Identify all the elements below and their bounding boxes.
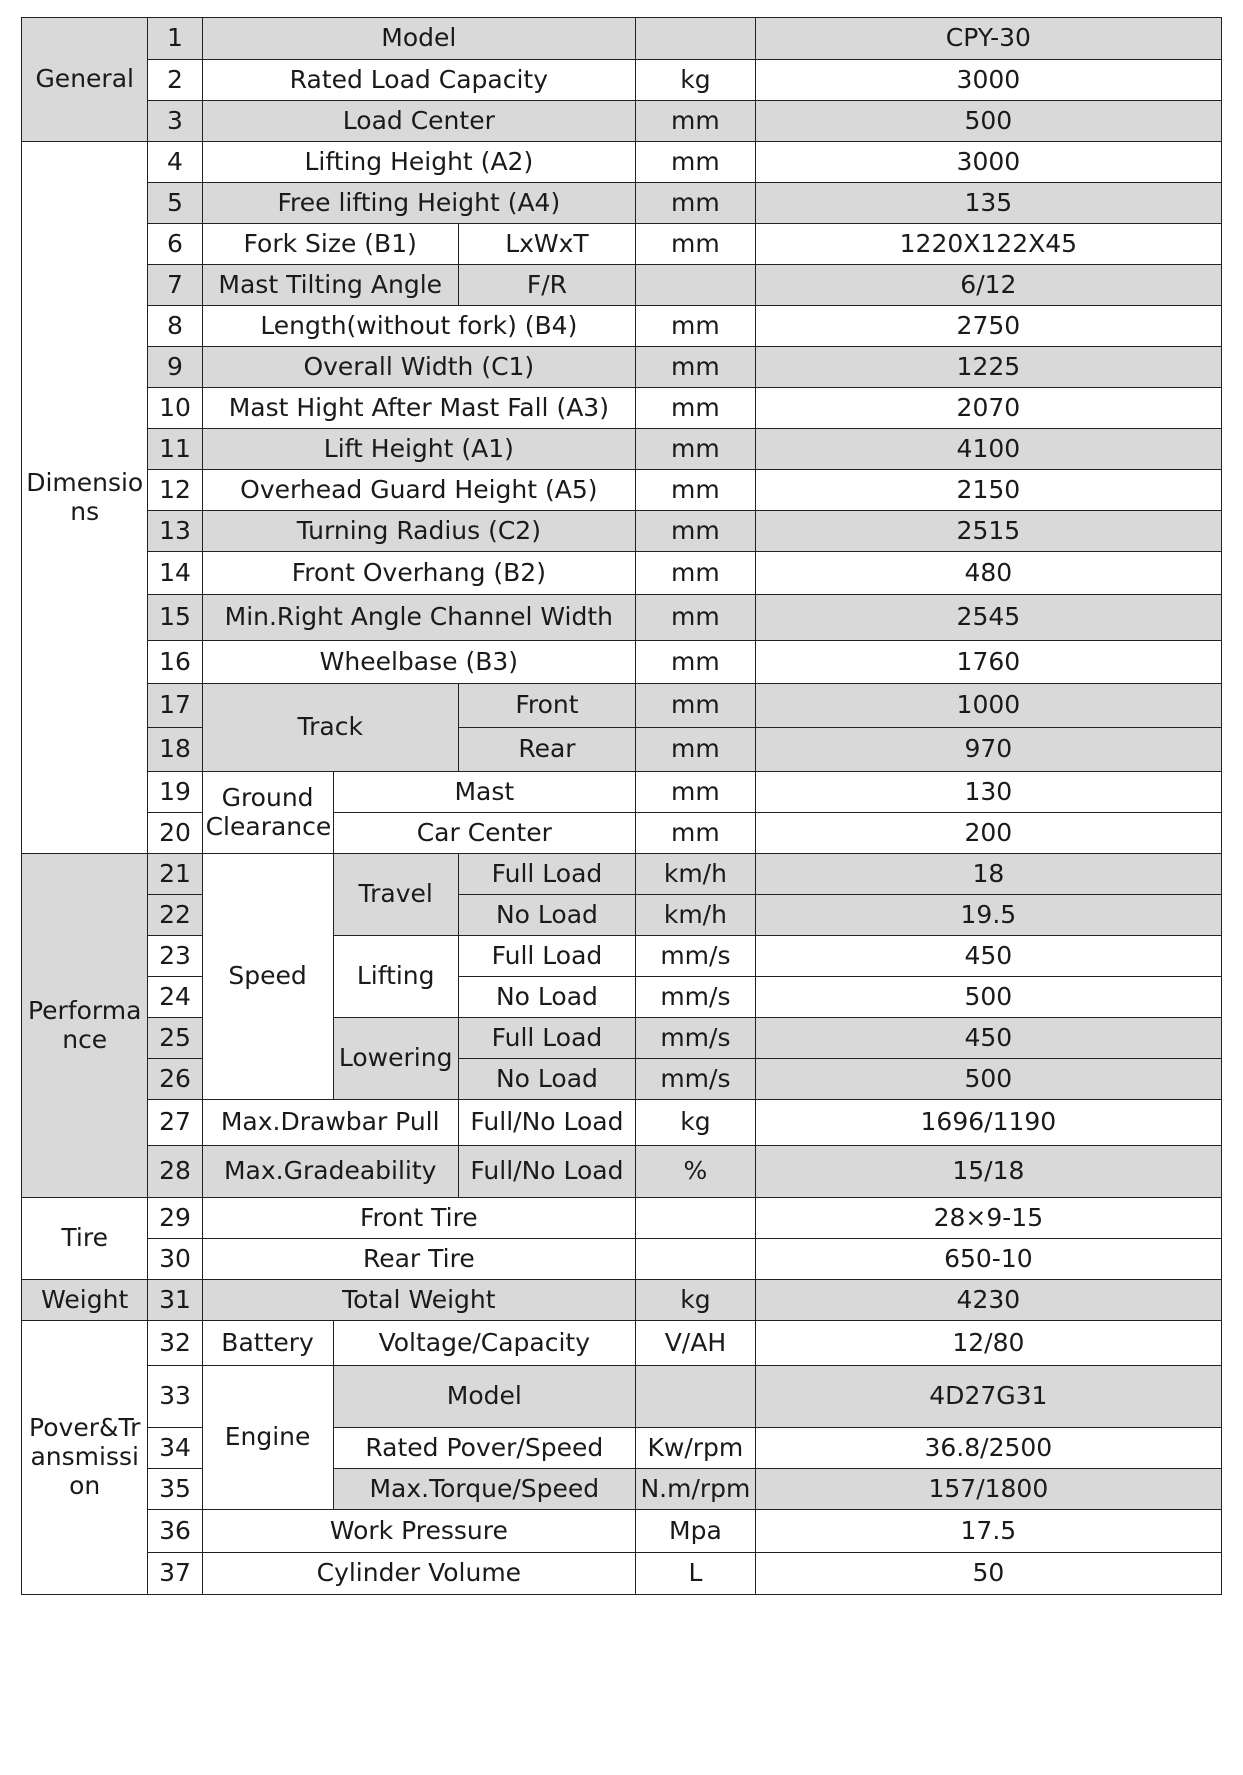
value-cell: 28×9-15: [755, 1198, 1221, 1239]
unit-cell: [636, 1198, 756, 1239]
value-cell: 36.8/2500: [755, 1428, 1221, 1469]
row-number: 13: [148, 511, 202, 552]
table-row: [22, 1366, 1222, 1428]
value-cell: 3000: [755, 142, 1221, 183]
table-row: [22, 60, 1222, 101]
unit-cell: mm: [636, 306, 756, 347]
value-cell: 2545: [755, 595, 1221, 641]
item-label: Full Load: [458, 936, 635, 977]
unit-cell: kg: [636, 1100, 756, 1146]
item-label: Rated Pover/Speed: [333, 1428, 636, 1469]
value-cell: 130: [755, 772, 1221, 813]
unit-cell: mm: [636, 224, 756, 265]
value-cell: 50: [755, 1553, 1221, 1595]
unit-cell: mm: [636, 101, 756, 142]
table-row: [22, 470, 1222, 511]
row-number: 31: [148, 1280, 202, 1321]
table-row: [22, 388, 1222, 429]
item-label: Front Overhang (B2): [202, 552, 635, 595]
table-row: [22, 429, 1222, 470]
unit-cell: Kw/rpm: [636, 1428, 756, 1469]
item-label: Cylinder Volume: [202, 1553, 635, 1595]
table-row: [22, 1280, 1222, 1321]
value-cell: 4D27G31: [755, 1366, 1221, 1428]
item-label: Mast: [333, 772, 636, 813]
table-row: [22, 1239, 1222, 1280]
table-row: [22, 1100, 1222, 1146]
value-cell: 3000: [755, 60, 1221, 101]
row-number: 4: [148, 142, 202, 183]
item-label: Rear: [458, 728, 635, 772]
unit-cell: mm: [636, 641, 756, 684]
unit-cell: mm: [636, 813, 756, 854]
item-label: Voltage/Capacity: [333, 1321, 636, 1366]
row-number: 17: [148, 684, 202, 728]
item-label: Length(without fork) (B4): [202, 306, 635, 347]
value-cell: 500: [755, 1059, 1221, 1100]
table-row: [22, 18, 1222, 60]
item-label: Car Center: [333, 813, 636, 854]
sub-item-label: F/R: [458, 265, 635, 306]
unit-cell: kg: [636, 1280, 756, 1321]
row-number: 1: [148, 18, 202, 60]
table-row: [22, 1198, 1222, 1239]
table-row: [22, 306, 1222, 347]
value-cell: 17.5: [755, 1510, 1221, 1553]
sub-item-label: Full/No Load: [458, 1100, 635, 1146]
group-lowering: Lowering: [333, 1018, 458, 1100]
group-travel: Travel: [333, 854, 458, 936]
table-row: [22, 265, 1222, 306]
unit-cell: [636, 265, 756, 306]
value-cell: 19.5: [755, 895, 1221, 936]
row-number: 11: [148, 429, 202, 470]
row-number: 22: [148, 895, 202, 936]
item-label: No Load: [458, 977, 635, 1018]
category-performance: Performa nce: [22, 854, 148, 1198]
item-label: Front Tire: [202, 1198, 635, 1239]
value-cell: 500: [755, 977, 1221, 1018]
value-cell: 450: [755, 1018, 1221, 1059]
value-cell: 6/12: [755, 265, 1221, 306]
row-number: 35: [148, 1469, 202, 1510]
item-label: Total Weight: [202, 1280, 635, 1321]
row-number: 16: [148, 641, 202, 684]
table-row: [22, 1553, 1222, 1595]
value-cell: 2150: [755, 470, 1221, 511]
item-label: Load Center: [202, 101, 635, 142]
category-general: General: [22, 18, 148, 142]
row-number: 12: [148, 470, 202, 511]
table-row: [22, 1059, 1222, 1100]
table-row: [22, 142, 1222, 183]
unit-cell: L: [636, 1553, 756, 1595]
table-row: [22, 347, 1222, 388]
table-row: [22, 224, 1222, 265]
category-weight: Weight: [22, 1280, 148, 1321]
table-row: [22, 183, 1222, 224]
item-label: Wheelbase (B3): [202, 641, 635, 684]
table-row: [22, 641, 1222, 684]
table-row: [22, 813, 1222, 854]
unit-cell: mm: [636, 684, 756, 728]
row-number: 2: [148, 60, 202, 101]
group-battery: Battery: [202, 1321, 333, 1366]
row-number: 10: [148, 388, 202, 429]
item-label: Max.Drawbar Pull: [202, 1100, 458, 1146]
value-cell: 4230: [755, 1280, 1221, 1321]
row-number: 24: [148, 977, 202, 1018]
value-cell: 2750: [755, 306, 1221, 347]
row-number: 3: [148, 101, 202, 142]
sub-item-label: LxWxT: [458, 224, 635, 265]
table-row: [22, 511, 1222, 552]
value-cell: 450: [755, 936, 1221, 977]
item-label: No Load: [458, 895, 635, 936]
table-row: [22, 728, 1222, 772]
row-number: 32: [148, 1321, 202, 1366]
item-label: Overhead Guard Height (A5): [202, 470, 635, 511]
table-row: [22, 1321, 1222, 1366]
value-cell: 157/1800: [755, 1469, 1221, 1510]
row-number: 29: [148, 1198, 202, 1239]
unit-cell: mm: [636, 183, 756, 224]
item-label: Model: [202, 18, 635, 60]
table-row: [22, 772, 1222, 813]
table-row: [22, 552, 1222, 595]
unit-cell: mm: [636, 470, 756, 511]
row-number: 26: [148, 1059, 202, 1100]
unit-cell: mm: [636, 595, 756, 641]
row-number: 14: [148, 552, 202, 595]
table-row: [22, 977, 1222, 1018]
value-cell: 970: [755, 728, 1221, 772]
unit-cell: mm: [636, 347, 756, 388]
unit-cell: kg: [636, 60, 756, 101]
item-label: Full Load: [458, 854, 635, 895]
unit-cell: mm/s: [636, 1059, 756, 1100]
item-label: Front: [458, 684, 635, 728]
value-cell: 200: [755, 813, 1221, 854]
unit-cell: km/h: [636, 854, 756, 895]
value-cell: 12/80: [755, 1321, 1221, 1366]
row-number: 37: [148, 1553, 202, 1595]
table-row: [22, 1428, 1222, 1469]
category-power-transmission: Pover&Tr ansmissi on: [22, 1321, 148, 1595]
table-row: [22, 684, 1222, 728]
category-tire: Tire: [22, 1198, 148, 1280]
row-number: 5: [148, 183, 202, 224]
table-row: [22, 1510, 1222, 1553]
value-cell: 1696/1190: [755, 1100, 1221, 1146]
unit-cell: mm: [636, 429, 756, 470]
table-row: [22, 1018, 1222, 1059]
item-label: Lifting Height (A2): [202, 142, 635, 183]
value-cell: 1760: [755, 641, 1221, 684]
value-cell: 15/18: [755, 1146, 1221, 1198]
row-number: 9: [148, 347, 202, 388]
unit-cell: Mpa: [636, 1510, 756, 1553]
unit-cell: mm/s: [636, 1018, 756, 1059]
group-engine: Engine: [202, 1366, 333, 1510]
group-track: Track: [202, 684, 458, 772]
item-label: Lift Height (A1): [202, 429, 635, 470]
category-dimensions: Dimensio ns: [22, 142, 148, 854]
value-cell: 480: [755, 552, 1221, 595]
sub-item-label: Full/No Load: [458, 1146, 635, 1198]
table-row: [22, 895, 1222, 936]
unit-cell: mm: [636, 388, 756, 429]
unit-cell: [636, 1366, 756, 1428]
value-cell: CPY-30: [755, 18, 1221, 60]
group-speed: Speed: [202, 854, 333, 1100]
unit-cell: mm: [636, 772, 756, 813]
row-number: 15: [148, 595, 202, 641]
row-number: 8: [148, 306, 202, 347]
table-row: [22, 101, 1222, 142]
unit-cell: N.m/rpm: [636, 1469, 756, 1510]
unit-cell: V/AH: [636, 1321, 756, 1366]
unit-cell: mm: [636, 728, 756, 772]
item-label: Rear Tire: [202, 1239, 635, 1280]
unit-cell: mm: [636, 142, 756, 183]
unit-cell: mm/s: [636, 977, 756, 1018]
item-label: Full Load: [458, 1018, 635, 1059]
value-cell: 1220X122X45: [755, 224, 1221, 265]
unit-cell: mm/s: [636, 936, 756, 977]
value-cell: 1225: [755, 347, 1221, 388]
item-label: Max.Torque/Speed: [333, 1469, 636, 1510]
row-number: 20: [148, 813, 202, 854]
group-ground-clearance: Ground Clearance: [202, 772, 333, 854]
value-cell: 18: [755, 854, 1221, 895]
row-number: 25: [148, 1018, 202, 1059]
value-cell: 2515: [755, 511, 1221, 552]
value-cell: 500: [755, 101, 1221, 142]
item-label: Free lifting Height (A4): [202, 183, 635, 224]
item-label: Turning Radius (C2): [202, 511, 635, 552]
item-label: Model: [333, 1366, 636, 1428]
unit-cell: %: [636, 1146, 756, 1198]
value-cell: 2070: [755, 388, 1221, 429]
spec-table: [21, 17, 1222, 1595]
row-number: 6: [148, 224, 202, 265]
unit-cell: [636, 18, 756, 60]
table-row: [22, 936, 1222, 977]
row-number: 33: [148, 1366, 202, 1428]
row-number: 21: [148, 854, 202, 895]
unit-cell: [636, 1239, 756, 1280]
unit-cell: mm: [636, 511, 756, 552]
value-cell: 1000: [755, 684, 1221, 728]
value-cell: 135: [755, 183, 1221, 224]
item-label: Overall Width (C1): [202, 347, 635, 388]
item-label: Mast Hight After Mast Fall (A3): [202, 388, 635, 429]
table-row: [22, 595, 1222, 641]
item-label: Rated Load Capacity: [202, 60, 635, 101]
item-label: Work Pressure: [202, 1510, 635, 1553]
table-row: [22, 854, 1222, 895]
value-cell: 4100: [755, 429, 1221, 470]
item-label: Mast Tilting Angle: [202, 265, 458, 306]
row-number: 23: [148, 936, 202, 977]
item-label: No Load: [458, 1059, 635, 1100]
value-cell: 650-10: [755, 1239, 1221, 1280]
unit-cell: mm: [636, 552, 756, 595]
row-number: 18: [148, 728, 202, 772]
row-number: 19: [148, 772, 202, 813]
row-number: 34: [148, 1428, 202, 1469]
item-label: Min.Right Angle Channel Width: [202, 595, 635, 641]
row-number: 7: [148, 265, 202, 306]
row-number: 28: [148, 1146, 202, 1198]
table-row: [22, 1146, 1222, 1198]
row-number: 30: [148, 1239, 202, 1280]
table-row: [22, 1469, 1222, 1510]
item-label: Max.Gradeability: [202, 1146, 458, 1198]
row-number: 36: [148, 1510, 202, 1553]
row-number: 27: [148, 1100, 202, 1146]
unit-cell: km/h: [636, 895, 756, 936]
group-lifting: Lifting: [333, 936, 458, 1018]
item-label: Fork Size (B1): [202, 224, 458, 265]
